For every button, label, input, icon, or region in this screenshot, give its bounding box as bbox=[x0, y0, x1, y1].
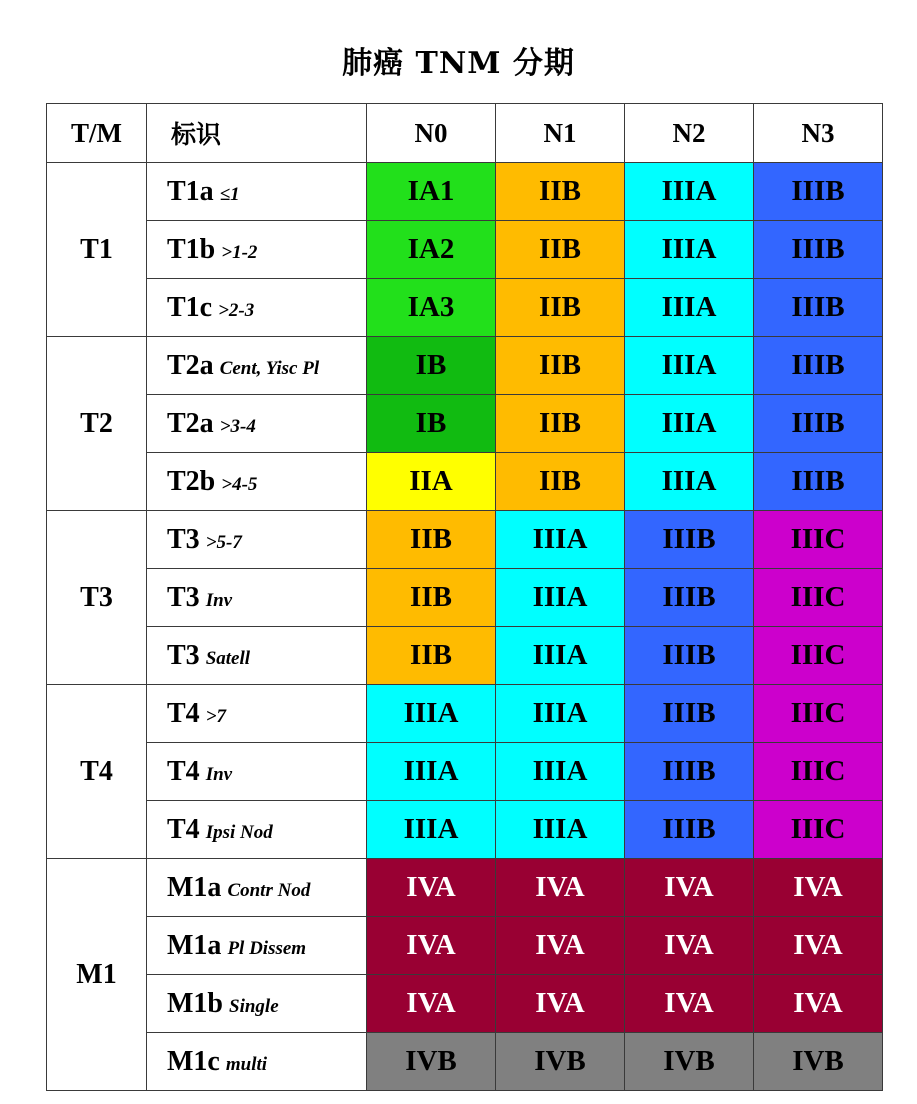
table-row bbox=[47, 569, 883, 627]
identifier-subtext: Pl Dissem bbox=[227, 937, 307, 959]
stage-cell-n0: IVB bbox=[367, 1033, 496, 1091]
stage-cell-n0: IA1 bbox=[367, 163, 496, 221]
identifier-main: T3 bbox=[167, 639, 200, 671]
identifier-subtext: >4-5 bbox=[221, 473, 258, 495]
stage-cell-n2: IIIA bbox=[625, 337, 754, 395]
header-n0: N0 bbox=[367, 104, 496, 163]
stage-cell-n1: IVA bbox=[496, 917, 625, 975]
identifier-subtext: Inv bbox=[205, 763, 233, 785]
stage-cell-n2: IVA bbox=[625, 917, 754, 975]
row-identifier bbox=[147, 917, 367, 975]
stage-cell-n0: IIB bbox=[367, 569, 496, 627]
stage-cell-n1: IIIA bbox=[496, 569, 625, 627]
identifier-subtext: Contr Nod bbox=[227, 879, 311, 901]
header-row bbox=[47, 104, 883, 163]
identifier-subtext: >1-2 bbox=[221, 241, 258, 263]
identifier-subtext: >5-7 bbox=[205, 531, 242, 553]
stage-cell-n3: IIIB bbox=[754, 453, 883, 511]
row-identifier bbox=[147, 627, 367, 685]
table-row bbox=[47, 917, 883, 975]
stage-cell-n0: IA3 bbox=[367, 279, 496, 337]
stage-cell-n0: IIIA bbox=[367, 685, 496, 743]
identifier-main: M1b bbox=[167, 987, 223, 1019]
table-row bbox=[47, 685, 883, 743]
stage-cell-n3: IVA bbox=[754, 917, 883, 975]
stage-cell-n0: IIB bbox=[367, 511, 496, 569]
identifier-main: T2a bbox=[167, 349, 214, 381]
page-title: 肺癌 TNM 分期 bbox=[342, 46, 575, 81]
table-row bbox=[47, 859, 883, 917]
stage-cell-n1: IIIA bbox=[496, 511, 625, 569]
identifier-main: T1b bbox=[167, 233, 216, 265]
row-identifier bbox=[147, 859, 367, 917]
stage-cell-n1: IIIA bbox=[496, 685, 625, 743]
table-row bbox=[47, 163, 883, 221]
stage-cell-n0: IVA bbox=[367, 859, 496, 917]
stage-cell-n1: IIB bbox=[496, 221, 625, 279]
stage-cell-n1: IVA bbox=[496, 859, 625, 917]
header-n1: N1 bbox=[496, 104, 625, 163]
stage-cell-n2: IIIA bbox=[625, 163, 754, 221]
stage-cell-n0: IIIA bbox=[367, 743, 496, 801]
identifier-main: M1a bbox=[167, 929, 222, 961]
identifier-main: T4 bbox=[167, 755, 200, 787]
identifier-subtext: Ipsi Nod bbox=[205, 821, 273, 843]
table-row bbox=[47, 453, 883, 511]
stage-cell-n0: IIB bbox=[367, 627, 496, 685]
tnm-staging-table bbox=[46, 103, 883, 1091]
header-n3: N3 bbox=[754, 104, 883, 163]
identifier-main: M1c bbox=[167, 1045, 220, 1077]
stage-cell-n3: IIIB bbox=[754, 163, 883, 221]
stage-cell-n3: IIIC bbox=[754, 569, 883, 627]
header-n2: N2 bbox=[625, 104, 754, 163]
row-identifier bbox=[147, 163, 367, 221]
table-row bbox=[47, 627, 883, 685]
stage-cell-n1: IIIA bbox=[496, 801, 625, 859]
stage-cell-n1: IIB bbox=[496, 279, 625, 337]
identifier-main: M1a bbox=[167, 871, 222, 903]
row-identifier bbox=[147, 221, 367, 279]
group-label: M1 bbox=[47, 859, 147, 1091]
group-label: T3 bbox=[47, 511, 147, 685]
stage-cell-n0: IIA bbox=[367, 453, 496, 511]
group-label: T1 bbox=[47, 163, 147, 337]
stage-cell-n3: IIIC bbox=[754, 627, 883, 685]
stage-cell-n1: IIB bbox=[496, 395, 625, 453]
stage-cell-n0: IA2 bbox=[367, 221, 496, 279]
stage-cell-n3: IVB bbox=[754, 1033, 883, 1091]
group-label: T4 bbox=[47, 685, 147, 859]
stage-cell-n1: IVB bbox=[496, 1033, 625, 1091]
stage-cell-n0: IVA bbox=[367, 975, 496, 1033]
stage-cell-n0: IB bbox=[367, 395, 496, 453]
identifier-main: T4 bbox=[167, 697, 200, 729]
table-row bbox=[47, 221, 883, 279]
stage-cell-n0: IIIA bbox=[367, 801, 496, 859]
identifier-main: T4 bbox=[167, 813, 200, 845]
stage-cell-n1: IIB bbox=[496, 337, 625, 395]
stage-cell-n2: IIIA bbox=[625, 453, 754, 511]
table-row bbox=[47, 743, 883, 801]
stage-cell-n1: IIIA bbox=[496, 743, 625, 801]
stage-cell-n3: IVA bbox=[754, 975, 883, 1033]
stage-cell-n2: IVA bbox=[625, 975, 754, 1033]
stage-cell-n3: IIIC bbox=[754, 685, 883, 743]
row-identifier bbox=[147, 801, 367, 859]
header-tm: T/M bbox=[47, 104, 147, 163]
row-identifier bbox=[147, 975, 367, 1033]
stage-cell-n1: IVA bbox=[496, 975, 625, 1033]
table-row bbox=[47, 279, 883, 337]
stage-cell-n1: IIB bbox=[496, 453, 625, 511]
stage-cell-n3: IIIB bbox=[754, 395, 883, 453]
stage-cell-n2: IVA bbox=[625, 859, 754, 917]
stage-cell-n2: IIIB bbox=[625, 685, 754, 743]
row-identifier bbox=[147, 743, 367, 801]
table-row bbox=[47, 337, 883, 395]
identifier-subtext: >2-3 bbox=[218, 299, 255, 321]
stage-cell-n2: IIIB bbox=[625, 743, 754, 801]
row-identifier bbox=[147, 395, 367, 453]
stage-cell-n2: IVB bbox=[625, 1033, 754, 1091]
stage-cell-n2: IIIB bbox=[625, 627, 754, 685]
identifier-subtext: Inv bbox=[205, 589, 233, 611]
identifier-subtext: Cent, Yisc Pl bbox=[219, 357, 320, 379]
row-identifier bbox=[147, 279, 367, 337]
stage-cell-n3: IIIB bbox=[754, 279, 883, 337]
identifier-main: T3 bbox=[167, 581, 200, 613]
identifier-subtext: multi bbox=[225, 1053, 268, 1075]
row-identifier bbox=[147, 453, 367, 511]
identifier-main: T1c bbox=[167, 291, 213, 323]
stage-cell-n2: IIIA bbox=[625, 221, 754, 279]
stage-cell-n0: IB bbox=[367, 337, 496, 395]
stage-cell-n0: IVA bbox=[367, 917, 496, 975]
table-row bbox=[47, 1033, 883, 1091]
row-identifier bbox=[147, 569, 367, 627]
row-identifier bbox=[147, 337, 367, 395]
identifier-main: T2b bbox=[167, 465, 216, 497]
identifier-main: T2a bbox=[167, 407, 214, 439]
table-row bbox=[47, 801, 883, 859]
stage-cell-n2: IIIB bbox=[625, 511, 754, 569]
table-row bbox=[47, 511, 883, 569]
stage-cell-n2: IIIA bbox=[625, 395, 754, 453]
identifier-main: T3 bbox=[167, 523, 200, 555]
header-identifier: 标识 bbox=[147, 104, 367, 163]
row-identifier bbox=[147, 685, 367, 743]
stage-cell-n3: IIIB bbox=[754, 221, 883, 279]
identifier-subtext: >7 bbox=[205, 705, 227, 727]
row-identifier bbox=[147, 511, 367, 569]
stage-cell-n2: IIIB bbox=[625, 801, 754, 859]
stage-cell-n1: IIIA bbox=[496, 627, 625, 685]
stage-cell-n3: IIIC bbox=[754, 511, 883, 569]
stage-cell-n2: IIIA bbox=[625, 279, 754, 337]
stage-cell-n3: IIIC bbox=[754, 743, 883, 801]
identifier-subtext: >3-4 bbox=[219, 415, 256, 437]
identifier-subtext: ≤1 bbox=[219, 183, 240, 205]
stage-cell-n3: IVA bbox=[754, 859, 883, 917]
stage-cell-n2: IIIB bbox=[625, 569, 754, 627]
table-body bbox=[47, 163, 883, 1091]
stage-cell-n3: IIIC bbox=[754, 801, 883, 859]
table-row bbox=[47, 975, 883, 1033]
table-row bbox=[47, 395, 883, 453]
group-label: T2 bbox=[47, 337, 147, 511]
identifier-subtext: Single bbox=[229, 995, 279, 1017]
stage-cell-n1: IIB bbox=[496, 163, 625, 221]
identifier-main: T1a bbox=[167, 175, 214, 207]
identifier-subtext: Satell bbox=[205, 647, 251, 669]
row-identifier bbox=[147, 1033, 367, 1091]
stage-cell-n3: IIIB bbox=[754, 337, 883, 395]
